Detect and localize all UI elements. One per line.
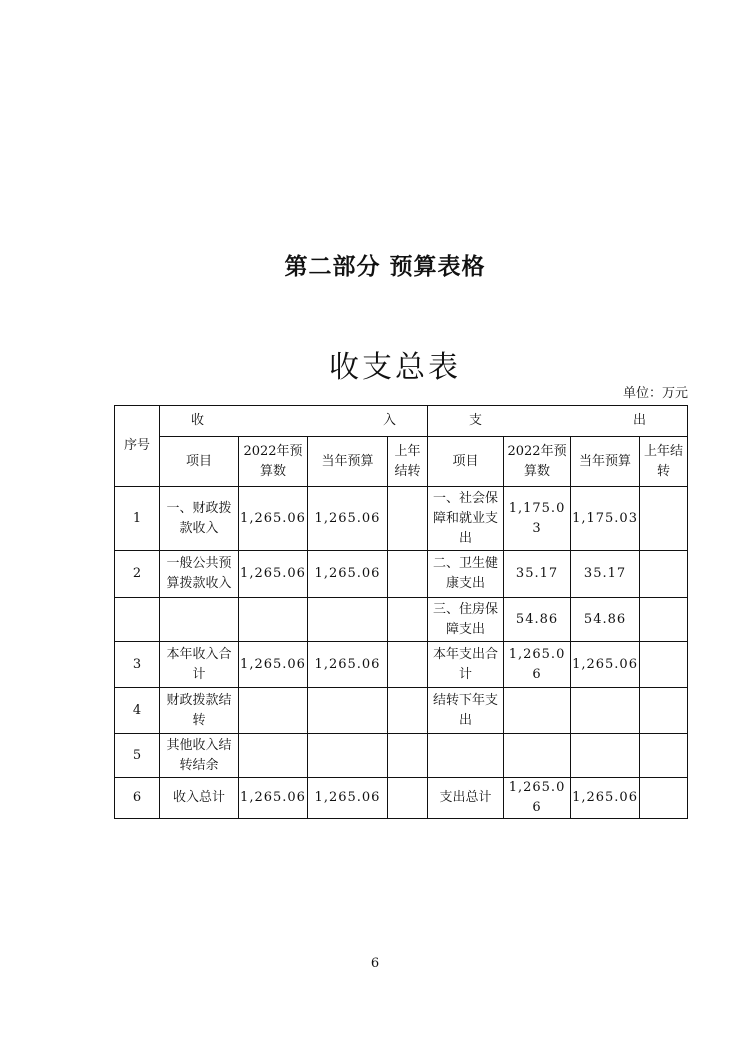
expense-header-a: 支 [469,413,483,428]
page-number: 6 [370,956,380,971]
unit-label: 单位：万元 [622,386,688,401]
expense-carry-cell [640,598,688,642]
expense-current-cell: 1,265.06 [571,778,640,819]
income-item-cell: 财政拨款结转 [160,688,239,734]
income-2022-header: 2022年预算数 [239,437,308,487]
income-carry-cell [388,688,428,734]
income-current-cell: 1,265.06 [308,642,388,688]
table-row [115,487,688,551]
income-item-cell: 一、财政拨款收入 [160,487,239,551]
income-item-cell [160,598,239,642]
income-current-cell: 1,265.06 [308,778,388,819]
income-carry-cell [388,778,428,819]
seq-cell: 2 [115,551,160,598]
expense-current-cell [571,688,640,734]
expense-carry-cell [640,487,688,551]
income-item-cell: 一般公共预算拨款收入 [160,551,239,598]
header-row-2 [115,437,688,487]
table-row [115,642,688,688]
expense-item-cell: 支出总计 [428,778,504,819]
income-2022-cell: 1,265.06 [239,551,308,598]
income-2022-cell: 1,265.06 [239,642,308,688]
expense-2022-cell: 1,175.03 [504,487,571,551]
table-row [115,551,688,598]
expense-item-cell: 本年支出合计 [428,642,504,688]
income-current-cell: 1,265.06 [308,551,388,598]
table-row [115,778,688,819]
table-row [115,688,688,734]
seq-cell: 5 [115,734,160,778]
income-carry-cell [388,487,428,551]
income-header-b: 入 [383,413,397,428]
income-2022-cell: 1,265.06 [239,487,308,551]
income-2022-cell [239,598,308,642]
income-carry-cell [388,642,428,688]
income-2022-cell [239,734,308,778]
expense-item-cell: 一、社会保障和就业支出 [428,487,504,551]
income-current-cell [308,598,388,642]
expense-carry-cell [640,642,688,688]
income-current-cell [308,688,388,734]
expense-current-cell [571,734,640,778]
expense-2022-cell: 1,265.06 [504,642,571,688]
income-header [160,406,428,437]
expense-2022-cell [504,734,571,778]
expense-carry-cell [640,734,688,778]
seq-cell [115,598,160,642]
expense-item-cell [428,734,504,778]
income-2022-cell [239,688,308,734]
seq-cell: 4 [115,688,160,734]
expense-current-cell: 54.86 [571,598,640,642]
expense-current-cell: 1,175.03 [571,487,640,551]
expense-item-cell: 三、住房保障支出 [428,598,504,642]
expense-2022-header: 2022年预算数 [504,437,571,487]
expense-2022-cell [504,688,571,734]
income-carry-header: 上年结转 [388,437,428,487]
expense-header-b: 出 [633,413,647,428]
expense-current-cell: 35.17 [571,551,640,598]
table-row [115,598,688,642]
seq-cell: 3 [115,642,160,688]
expense-2022-cell: 35.17 [504,551,571,598]
expense-2022-cell: 1,265.06 [504,778,571,819]
income-item-cell: 其他收入结转结余 [160,734,239,778]
expense-carry-cell [640,551,688,598]
part-title: 第二部分 预算表格 [284,254,486,280]
table-row [115,734,688,778]
expense-item-header: 项目 [428,437,504,487]
table-title: 收支总表 [329,350,461,385]
expense-2022-cell: 54.86 [504,598,571,642]
income-2022-cell: 1,265.06 [239,778,308,819]
income-carry-cell [388,734,428,778]
seq-header: 序号 [115,406,160,487]
expense-current-cell: 1,265.06 [571,642,640,688]
expense-current-header: 当年预算 [571,437,640,487]
header-row-1 [115,406,688,437]
expense-carry-cell [640,778,688,819]
expense-carry-cell [640,688,688,734]
expense-item-cell: 结转下年支出 [428,688,504,734]
expense-header [428,406,688,437]
seq-cell: 1 [115,487,160,551]
income-current-cell [308,734,388,778]
income-current-header: 当年预算 [308,437,388,487]
seq-cell: 6 [115,778,160,819]
budget-summary-table [114,405,688,819]
income-carry-cell [388,551,428,598]
income-item-header: 项目 [160,437,239,487]
income-header-a: 收 [191,413,205,428]
expense-carry-header: 上年结转 [640,437,688,487]
income-carry-cell [388,598,428,642]
income-item-cell: 收入总计 [160,778,239,819]
income-item-cell: 本年收入合计 [160,642,239,688]
expense-item-cell: 二、卫生健康支出 [428,551,504,598]
income-current-cell: 1,265.06 [308,487,388,551]
